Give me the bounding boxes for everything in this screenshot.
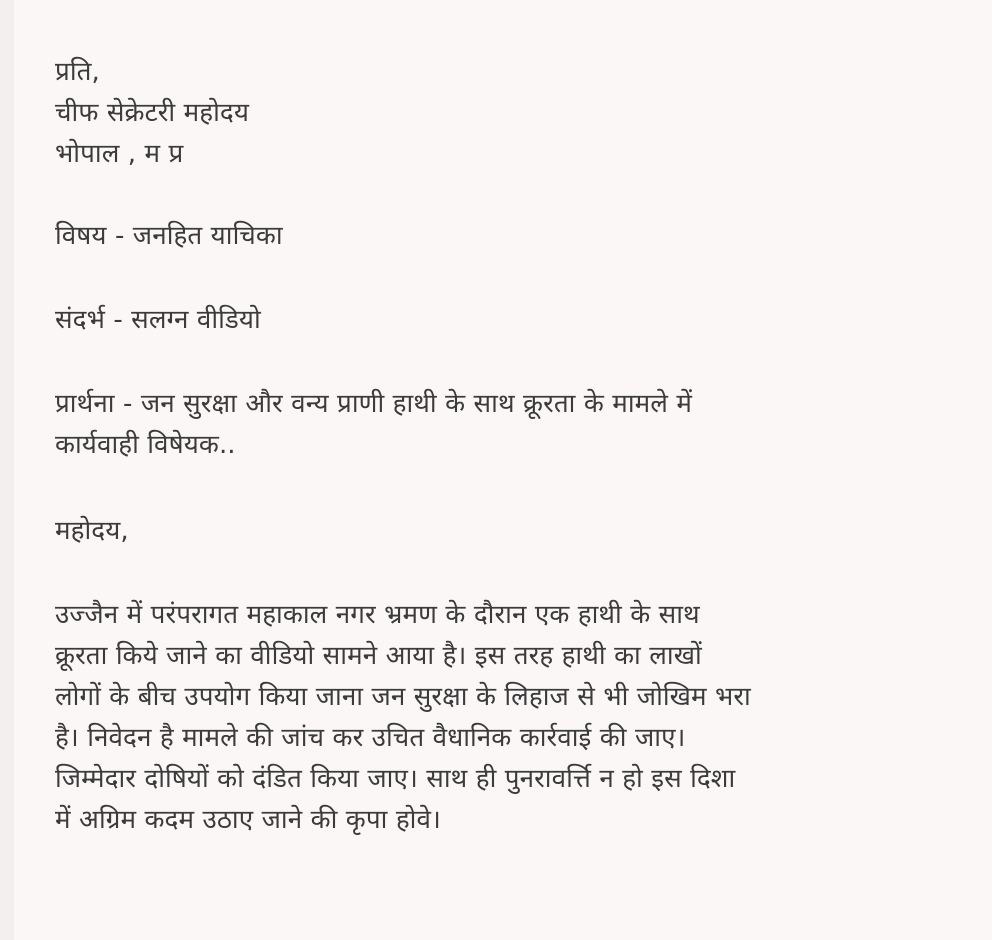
letter-body	[55, 595, 955, 841]
body-line: क्रूरता किये जाने का वीडियो सामने आया है। इस तरह हाथी का लाखों	[55, 641, 702, 671]
address-line-designation: चीफ सेक्रेटरी महोदय	[55, 98, 250, 128]
salutation: महोदय,	[55, 516, 129, 546]
body-line: है। निवेदन है मामले की जांच कर उचित वैधानिक कार्रवाई की जाए।	[55, 723, 686, 753]
address-line-to: प्रति,	[55, 57, 100, 87]
subject-line: विषय - जनहित याचिका	[55, 221, 283, 251]
body-line: में अग्रिम कदम उठाए जाने की कृपा होवे।	[55, 805, 441, 835]
letter-document	[55, 52, 955, 841]
prayer-line: प्रार्थना - जन सुरक्षा और वन्य प्राणी हाथी के साथ क्रूरता के मामले में	[55, 389, 693, 419]
recipient-address	[55, 52, 955, 175]
prayer-line: कार्यवाही विषेयक..	[55, 430, 236, 460]
address-line-city: भोपाल , म प्र	[55, 139, 184, 169]
prayer-section	[55, 384, 955, 466]
body-line: लोगों के बीच उपयोग किया जाना जन सुरक्षा के लिहाज से भी जोखिम भरा	[55, 682, 751, 712]
body-line: जिम्मेदार दोषियों को दंडित किया जाए। साथ ही पुनरावर्त्ति न हो इस दिशा	[55, 764, 736, 794]
reference-line: संदर्भ - सलग्न वीडियो	[55, 305, 261, 335]
body-line: उज्जैन में परंपरागत महाकाल नगर भ्रमण के दौरान एक हाथी के साथ	[55, 600, 700, 630]
left-page-edge	[0, 0, 14, 940]
